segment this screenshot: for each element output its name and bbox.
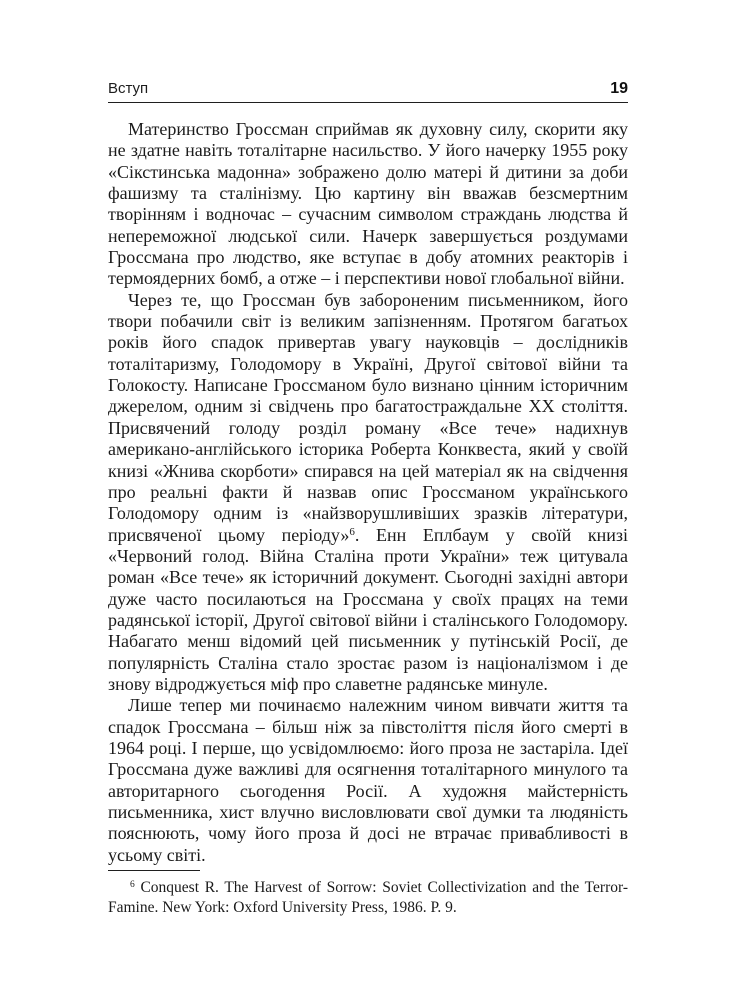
footnote-text: Conquest R. The Harvest of Sorrow: Soviet Collectivization and the Terror-Famine. New York: Oxford University Press, 1986. P. 9. (108, 879, 629, 916)
paragraph-3: Лише тепер ми починаємо належним чином вивчати життя та спадок Гроссмана – більш ніж за півстоліття після його смерті в 1964 році. І перше, що усвідомлюємо: його проза не застаріла. Ідеї Гроссмана дуже важливі для осягнення тоталітарного минулого та авторитарного сьогодення Росії. А художня майстерність письменника, хист влучно висловлювати свої думки та людяність пояснюють, чому його проза й досі не втрачає привабливості в усьому світі. (108, 695, 628, 865)
paragraph-2-text-after-ref: . Енн Еплбаум у своїй книзі «Червоний голод. Війна Сталіна проти України» теж цитувала роман «Все тече» як історичний документ. Сьогодні західні автори дуже часто посилаються на Гроссмана у своїх працях на теми радянської історії, Другої світової війни і сталінського Голодомору. Набагато менш відомий цей письменник у путінській Росії, де популярність Сталіна стало зростає разом із націоналізмом і де знову відроджується міф про славетне радянське минуле. (108, 524, 628, 694)
footnote-ref-marker: 6 (349, 525, 355, 538)
paragraph-2-text-before-ref: Через те, що Гроссман був забороненим письменником, його твори побачили світ із великим запізненням. Протягом багатьох років його спадок привертав увагу науковців – дослідників тоталітаризму, Голодомору в Україні, Другої світової війни та Голокосту. Написане Гроссманом було визнано цінним історичним джерелом, одним зі свідчень про багатостраждальне ХХ століття. Присвячений голоду розділ роману «Все тече» надихнув американо-англійського історика Роберта Конквеста, який у своїй книзі «Жнива скорботи» спирався на цей матеріал як на свідчення про реальні факти й назвав опис Гроссманом українського Голодомору одним із «найзворушливіших зразків літератури, присвяченої цьому періоду» (108, 289, 628, 545)
paragraph-1: Материнство Гроссман сприймав як духовну силу, скорити яку не здатне навіть тоталітарне насильство. У його начерку 1955 року «Сікстинська мадонна» зображено долю матері й дитини за доби фашизму та сталінізму. Цю картину він вважав безсмертним творінням і водночас – сучасним символом страждань людства й непереможної людської сили. Начерк завершується роздумами Гроссмана про людство, яке вступає в добу атомних реакторів і термоядерних бомб, а отже – і перспективи нової глобальної війни. (108, 119, 628, 289)
paragraph-2 (108, 290, 628, 696)
footnote (108, 878, 628, 917)
page-header (108, 81, 628, 103)
running-title: Вступ (108, 80, 149, 97)
footnote-rule (108, 870, 200, 871)
body-text (108, 119, 628, 875)
page-number: 19 (610, 80, 628, 97)
page-content (108, 81, 628, 875)
footnote-number: 6 (130, 880, 135, 890)
footnote-area (108, 870, 628, 917)
